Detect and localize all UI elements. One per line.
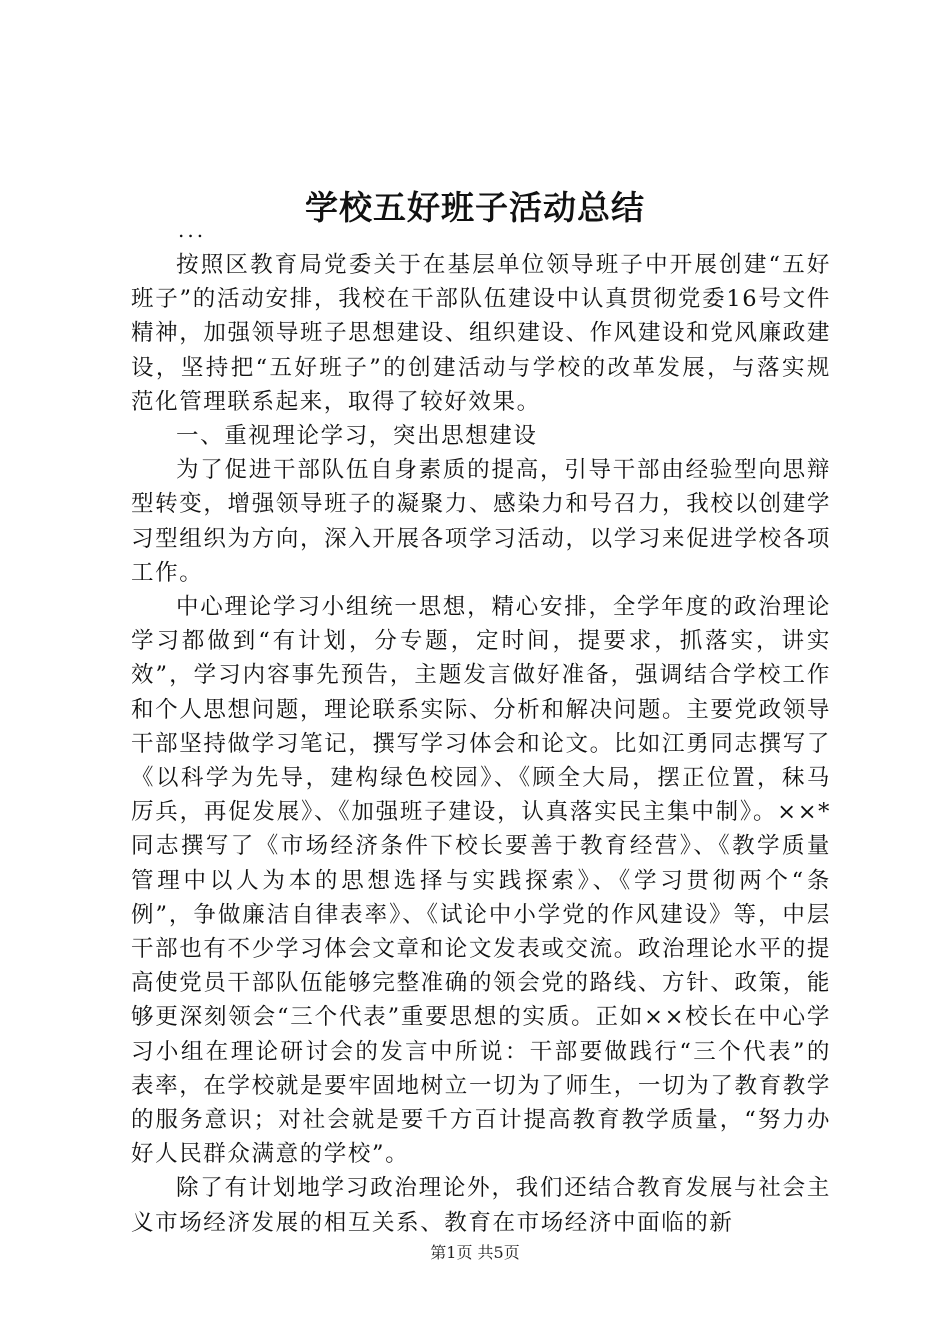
page-number: 第1页 [430,1243,473,1262]
page-footer [0,1243,950,1263]
ellipsis-marker: ... [178,218,207,242]
paragraph-study-purpose: 为了促进干部队伍自身素质的提高，引导干部由经验型向思辩型转变，增强领导班子的凝聚力、感染力和号召力，我校以创建学习型组织为方向，深入开展各项学习活动，以学习来促进学校各项工作。 [131,457,831,586]
document-body [131,248,831,1240]
paragraph-continuation: 除了有计划地学习政治理论外，我们还结合教育发展与社会主义市场经济发展的相互关系、教育在市场经济中面临的新 [131,1175,831,1236]
document-title: 学校五好班子活动总结 [305,188,645,227]
paragraph-study-group: 中心理论学习小组统一思想，精心安排，全学年度的政治理论学习都做到“有计划，分专题，定时间，提要求，抓落实，讲实效”，学习内容事先预告，主题发言做好准备，强调结合学校工作和个人思想问题，理论联系实际、分析和解决问题。主要党政领导干部坚持做学习笔记，撰写学习体会和论文。比如江勇同志撰写了《以科学为先导，建构绿色校园》、《顾全大局，摆正位置，秣马厉兵，再促发展》、《加强班子建设，认真落实民主集中制》。××*同志撰写了《市场经济条件下校长要善于教育经营》、《教学质量管理中以人为本的思想选择与实践探索》、《学习贯彻两个“条例”，争做廉洁自律表率》、《试论中小学党的作风建设》等，中层干部也有不少学习体会文章和论文发表或交流。政治理论水平的提高使党员干部队伍能够完整准确的领会党的路线、方针、政策，能够更深刻领会“三个代表”重要思想的实质。正如××校长在中心学习小组在理论研讨会的发言中所说：干部要做践行“三个代表”的表率，在学校就是要牢固地树立一切为了师生，一切为了教育教学的服务意识；对社会就是要千方百计提高教育教学质量，“努力办好人民群众满意的学校”。 [131,594,831,1168]
section-heading-1: 一、重视理论学习，突出思想建设 [176,423,538,450]
paragraph-intro: 按照区教育局党委关于在基层单位领导班子中开展创建“五好班子”的活动安排，我校在干部队伍建设中认真贯彻党委16号文件精神，加强领导班子思想建设、组织建设、作风建设和党风廉政建设，坚持把“五好班子”的创建活动与学校的改革发展，与落实规范化管理联系起来，取得了较好效果。 [131,252,831,415]
page-total: 共5页 [477,1243,520,1262]
